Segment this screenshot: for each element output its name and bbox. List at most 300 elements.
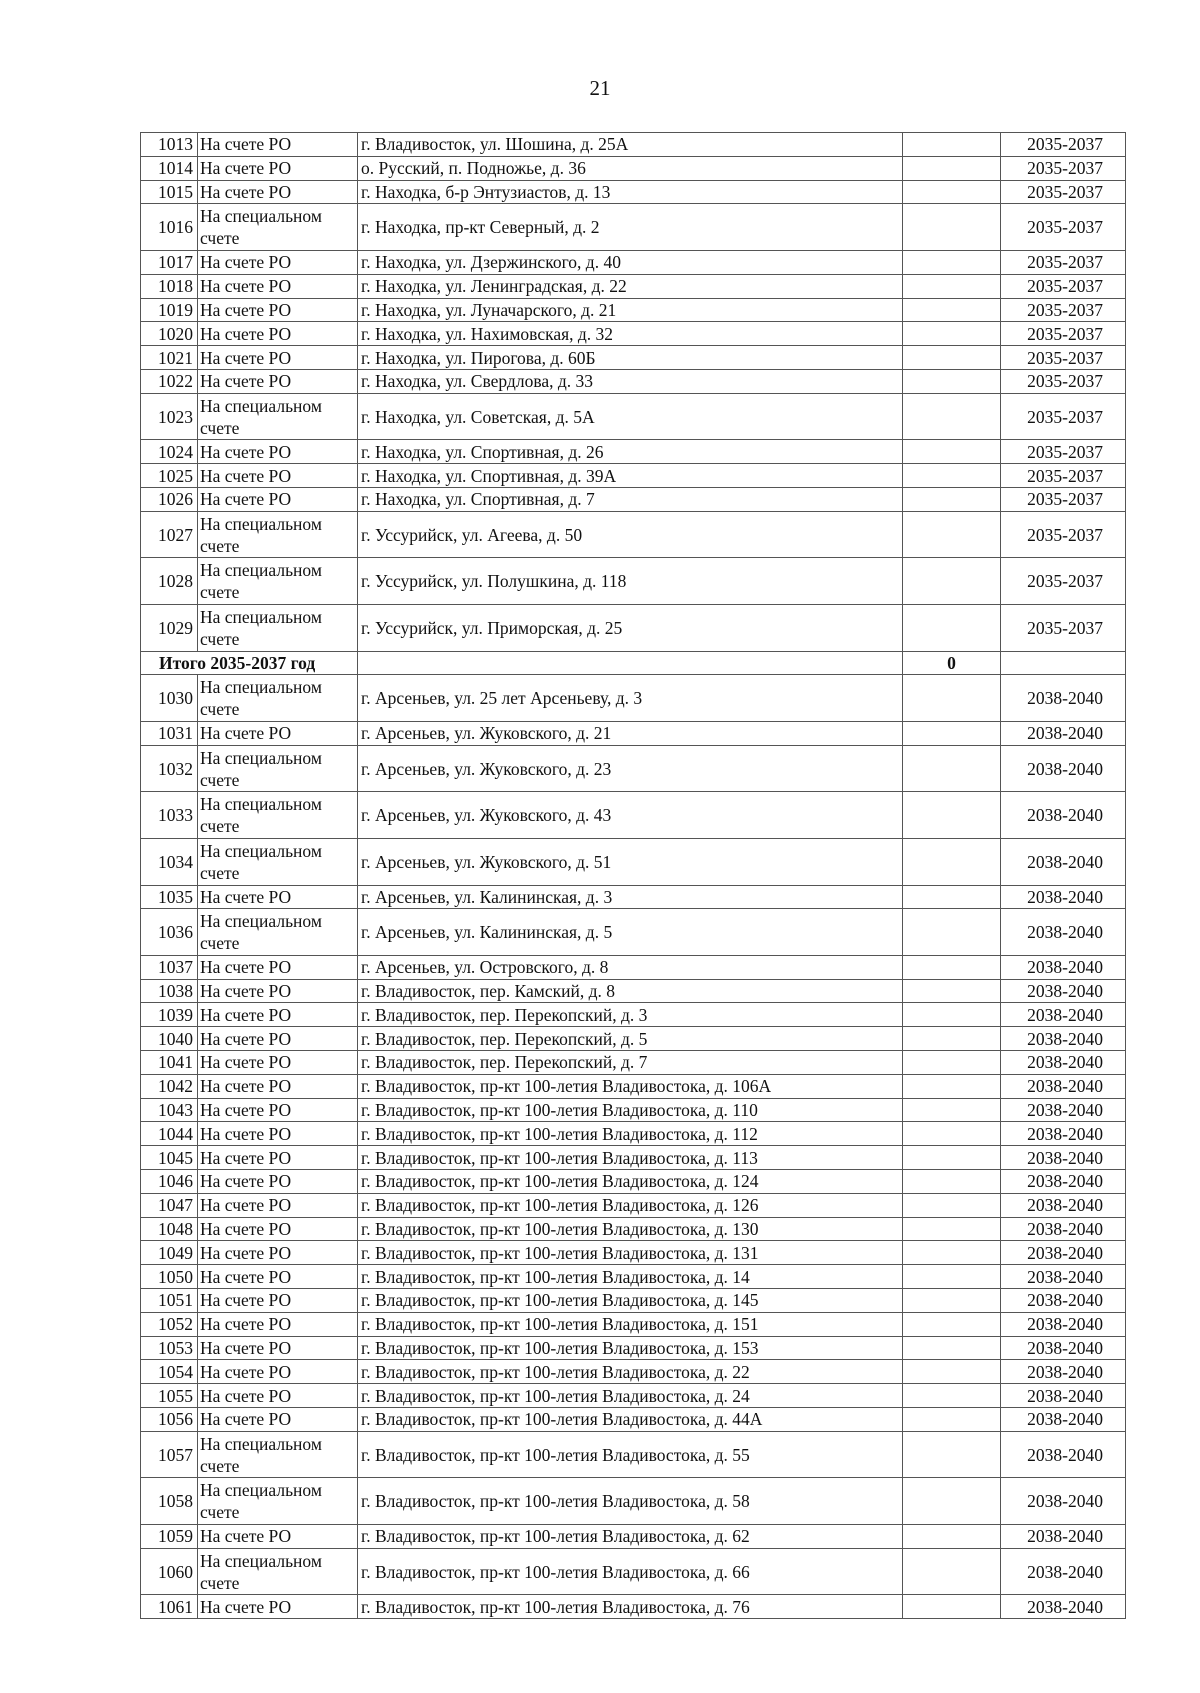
address: г. Находка, ул. Спортивная, д. 39А [358, 464, 903, 488]
row-number: 1027 [141, 511, 198, 558]
empty-cell [903, 1170, 1001, 1194]
years-period: 2038-2040 [1001, 1595, 1126, 1619]
table-row [141, 1241, 1126, 1265]
account-type: На счете РО [198, 1360, 358, 1384]
account-type: На счете РО [198, 1146, 358, 1170]
row-number: 1032 [141, 745, 198, 792]
account-type: На специальном счете [198, 393, 358, 440]
row-number: 1035 [141, 885, 198, 909]
table-row [141, 1478, 1126, 1525]
account-type: На счете РО [198, 979, 358, 1003]
table-body [141, 133, 1126, 1619]
address: г. Владивосток, пр-кт 100-летия Владивостока, д. 153 [358, 1336, 903, 1360]
years-period: 2038-2040 [1001, 1478, 1126, 1525]
table-row [141, 1146, 1126, 1170]
empty-cell [903, 1217, 1001, 1241]
account-type: На счете РО [198, 1312, 358, 1336]
account-type: На специальном счете [198, 558, 358, 605]
table-row [141, 1003, 1126, 1027]
empty-cell [903, 1360, 1001, 1384]
account-type: На счете РО [198, 464, 358, 488]
account-type: На счете РО [198, 721, 358, 745]
row-number: 1049 [141, 1241, 198, 1265]
years-period: 2035-2037 [1001, 440, 1126, 464]
address: г. Находка, ул. Спортивная, д. 7 [358, 487, 903, 511]
empty-cell [903, 1193, 1001, 1217]
account-type: На счете РО [198, 487, 358, 511]
row-number: 1044 [141, 1122, 198, 1146]
table-row [141, 745, 1126, 792]
table-row [141, 156, 1126, 180]
empty-cell [903, 979, 1001, 1003]
years-period: 2035-2037 [1001, 464, 1126, 488]
empty-cell [903, 156, 1001, 180]
table-row [141, 1217, 1126, 1241]
empty-cell [903, 369, 1001, 393]
empty-cell [903, 604, 1001, 651]
table-row [141, 1193, 1126, 1217]
table-row [141, 558, 1126, 605]
address: г. Владивосток, пр-кт 100-летия Владивостока, д. 62 [358, 1525, 903, 1549]
table-row [141, 1408, 1126, 1432]
empty-cell [903, 1003, 1001, 1027]
account-type: На счете РО [198, 156, 358, 180]
empty-cell [903, 1336, 1001, 1360]
years-period: 2038-2040 [1001, 1336, 1126, 1360]
table-row [141, 322, 1126, 346]
address: г. Владивосток, пр-кт 100-летия Владивостока, д. 145 [358, 1289, 903, 1313]
account-type: На специальном счете [198, 604, 358, 651]
table-row [141, 1098, 1126, 1122]
address: г. Арсеньев, ул. Калининская, д. 5 [358, 909, 903, 956]
account-type: На счете РО [198, 1408, 358, 1432]
address: г. Владивосток, пр-кт 100-летия Владивостока, д. 113 [358, 1146, 903, 1170]
table-row [141, 1548, 1126, 1595]
row-number: 1017 [141, 250, 198, 274]
years-period: 2038-2040 [1001, 1122, 1126, 1146]
empty-cell [903, 1525, 1001, 1549]
table-row [141, 979, 1126, 1003]
years-period: 2038-2040 [1001, 1384, 1126, 1408]
address: г. Уссурийск, ул. Полушкина, д. 118 [358, 558, 903, 605]
account-type: На счете РО [198, 369, 358, 393]
account-type: На счете РО [198, 1217, 358, 1241]
years-period: 2038-2040 [1001, 885, 1126, 909]
table-row [141, 1289, 1126, 1313]
empty-cell [903, 558, 1001, 605]
table-row [141, 675, 1126, 722]
account-type: На счете РО [198, 1027, 358, 1051]
empty-cell [903, 298, 1001, 322]
empty-cell [903, 1595, 1001, 1619]
address: г. Находка, ул. Дзержинского, д. 40 [358, 250, 903, 274]
years-period: 2035-2037 [1001, 298, 1126, 322]
table-row [141, 1170, 1126, 1194]
row-number: 1026 [141, 487, 198, 511]
row-number: 1031 [141, 721, 198, 745]
row-number: 1050 [141, 1265, 198, 1289]
address: г. Арсеньев, ул. Жуковского, д. 51 [358, 838, 903, 885]
years-period: 2035-2037 [1001, 250, 1126, 274]
housing-table-container [140, 132, 1125, 1619]
address: г. Владивосток, пр-кт 100-летия Владивостока, д. 151 [358, 1312, 903, 1336]
years-period: 2038-2040 [1001, 1548, 1126, 1595]
subtotal-row [141, 651, 1126, 675]
empty-cell [903, 274, 1001, 298]
table-row [141, 464, 1126, 488]
years-period: 2038-2040 [1001, 838, 1126, 885]
address: г. Владивосток, пр-кт 100-летия Владивостока, д. 44А [358, 1408, 903, 1432]
table-row [141, 369, 1126, 393]
years-period: 2038-2040 [1001, 1027, 1126, 1051]
years-period: 2038-2040 [1001, 1051, 1126, 1075]
account-type: На счете РО [198, 1595, 358, 1619]
address: о. Русский, п. Подножье, д. 36 [358, 156, 903, 180]
address: г. Владивосток, пр-кт 100-летия Владивостока, д. 131 [358, 1241, 903, 1265]
table-row [141, 1431, 1126, 1478]
account-type: На специальном счете [198, 1548, 358, 1595]
years-period: 2035-2037 [1001, 346, 1126, 370]
address: г. Владивосток, пр-кт 100-летия Владивостока, д. 66 [358, 1548, 903, 1595]
row-number: 1018 [141, 274, 198, 298]
address: г. Владивосток, пр-кт 100-летия Владивостока, д. 58 [358, 1478, 903, 1525]
table-row [141, 204, 1126, 251]
table-row [141, 909, 1126, 956]
years-period: 2035-2037 [1001, 204, 1126, 251]
empty-cell [903, 204, 1001, 251]
years-period: 2035-2037 [1001, 487, 1126, 511]
address: г. Владивосток, пр-кт 100-летия Владивостока, д. 24 [358, 1384, 903, 1408]
empty-cell [903, 909, 1001, 956]
row-number: 1024 [141, 440, 198, 464]
row-number: 1015 [141, 180, 198, 204]
address: г. Уссурийск, ул. Агеева, д. 50 [358, 511, 903, 558]
empty-cell [903, 133, 1001, 157]
subtotal-empty-cell [1001, 651, 1126, 675]
row-number: 1057 [141, 1431, 198, 1478]
empty-cell [903, 250, 1001, 274]
table-row [141, 298, 1126, 322]
empty-cell [903, 346, 1001, 370]
row-number: 1058 [141, 1478, 198, 1525]
address: г. Находка, ул. Спортивная, д. 26 [358, 440, 903, 464]
account-type: На специальном счете [198, 792, 358, 839]
row-number: 1039 [141, 1003, 198, 1027]
account-type: На специальном счете [198, 1431, 358, 1478]
empty-cell [903, 464, 1001, 488]
years-period: 2035-2037 [1001, 393, 1126, 440]
table-row [141, 133, 1126, 157]
account-type: На счете РО [198, 322, 358, 346]
row-number: 1037 [141, 955, 198, 979]
address: г. Владивосток, пр-кт 100-летия Владивостока, д. 55 [358, 1431, 903, 1478]
account-type: На счете РО [198, 1193, 358, 1217]
empty-cell [903, 745, 1001, 792]
address: г. Находка, ул. Луначарского, д. 21 [358, 298, 903, 322]
table-row [141, 1122, 1126, 1146]
empty-cell [903, 1384, 1001, 1408]
row-number: 1048 [141, 1217, 198, 1241]
subtotal-empty-cell [358, 651, 903, 675]
address: г. Арсеньев, ул. Островского, д. 8 [358, 955, 903, 979]
years-period: 2038-2040 [1001, 1193, 1126, 1217]
account-type: На счете РО [198, 1384, 358, 1408]
address: г. Находка, ул. Свердлова, д. 33 [358, 369, 903, 393]
address: г. Владивосток, пр-кт 100-летия Владивостока, д. 110 [358, 1098, 903, 1122]
table-row [141, 1265, 1126, 1289]
housing-table [140, 132, 1126, 1619]
years-period: 2038-2040 [1001, 1360, 1126, 1384]
row-number: 1023 [141, 393, 198, 440]
address: г. Уссурийск, ул. Приморская, д. 25 [358, 604, 903, 651]
table-row [141, 721, 1126, 745]
years-period: 2038-2040 [1001, 745, 1126, 792]
empty-cell [903, 440, 1001, 464]
table-row [141, 250, 1126, 274]
page-number: 21 [589, 76, 611, 100]
address: г. Находка, ул. Ленинградская, д. 22 [358, 274, 903, 298]
years-period: 2038-2040 [1001, 1408, 1126, 1432]
account-type: На счете РО [198, 1289, 358, 1313]
years-period: 2035-2037 [1001, 180, 1126, 204]
account-type: На счете РО [198, 1265, 358, 1289]
table-row [141, 1027, 1126, 1051]
years-period: 2038-2040 [1001, 909, 1126, 956]
row-number: 1022 [141, 369, 198, 393]
account-type: На счете РО [198, 346, 358, 370]
empty-cell [903, 721, 1001, 745]
row-number: 1051 [141, 1289, 198, 1313]
years-period: 2035-2037 [1001, 274, 1126, 298]
address: г. Арсеньев, ул. 25 лет Арсеньеву, д. 3 [358, 675, 903, 722]
account-type: На счете РО [198, 133, 358, 157]
table-row [141, 487, 1126, 511]
address: г. Владивосток, пр-кт 100-летия Владивостока, д. 124 [358, 1170, 903, 1194]
row-number: 1013 [141, 133, 198, 157]
address: г. Владивосток, ул. Шошина, д. 25А [358, 133, 903, 157]
table-row [141, 346, 1126, 370]
years-period: 2038-2040 [1001, 1525, 1126, 1549]
years-period: 2038-2040 [1001, 979, 1126, 1003]
table-row [141, 955, 1126, 979]
row-number: 1061 [141, 1595, 198, 1619]
empty-cell [903, 1122, 1001, 1146]
row-number: 1029 [141, 604, 198, 651]
account-type: На специальном счете [198, 511, 358, 558]
empty-cell [903, 1146, 1001, 1170]
empty-cell [903, 1478, 1001, 1525]
row-number: 1056 [141, 1408, 198, 1432]
years-period: 2038-2040 [1001, 1146, 1126, 1170]
address: г. Владивосток, пр-кт 100-летия Владивостока, д. 76 [358, 1595, 903, 1619]
account-type: На специальном счете [198, 909, 358, 956]
account-type: На счете РО [198, 440, 358, 464]
address: г. Находка, ул. Нахимовская, д. 32 [358, 322, 903, 346]
account-type: На счете РО [198, 1525, 358, 1549]
empty-cell [903, 1074, 1001, 1098]
account-type: На специальном счете [198, 204, 358, 251]
table-row [141, 1312, 1126, 1336]
account-type: На счете РО [198, 1051, 358, 1075]
table-row [141, 1074, 1126, 1098]
years-period: 2038-2040 [1001, 1074, 1126, 1098]
row-number: 1045 [141, 1146, 198, 1170]
account-type: На счете РО [198, 1336, 358, 1360]
account-type: На счете РО [198, 180, 358, 204]
empty-cell [903, 487, 1001, 511]
row-number: 1060 [141, 1548, 198, 1595]
table-row [141, 180, 1126, 204]
row-number: 1020 [141, 322, 198, 346]
table-row [141, 1595, 1126, 1619]
address: г. Находка, ул. Советская, д. 5А [358, 393, 903, 440]
empty-cell [903, 1431, 1001, 1478]
account-type: На специальном счете [198, 1478, 358, 1525]
row-number: 1021 [141, 346, 198, 370]
empty-cell [903, 322, 1001, 346]
row-number: 1043 [141, 1098, 198, 1122]
empty-cell [903, 955, 1001, 979]
row-number: 1019 [141, 298, 198, 322]
table-row [141, 1384, 1126, 1408]
row-number: 1030 [141, 675, 198, 722]
empty-cell [903, 792, 1001, 839]
row-number: 1016 [141, 204, 198, 251]
address: г. Арсеньев, ул. Калининская, д. 3 [358, 885, 903, 909]
account-type: На специальном счете [198, 838, 358, 885]
years-period: 2038-2040 [1001, 1431, 1126, 1478]
years-period: 2038-2040 [1001, 721, 1126, 745]
years-period: 2038-2040 [1001, 1241, 1126, 1265]
empty-cell [903, 393, 1001, 440]
address: г. Владивосток, пер. Перекопский, д. 7 [358, 1051, 903, 1075]
address: г. Владивосток, пр-кт 100-летия Владивостока, д. 126 [358, 1193, 903, 1217]
years-period: 2038-2040 [1001, 675, 1126, 722]
account-type: На счете РО [198, 1074, 358, 1098]
address: г. Владивосток, пер. Перекопский, д. 3 [358, 1003, 903, 1027]
row-number: 1053 [141, 1336, 198, 1360]
empty-cell [903, 1027, 1001, 1051]
account-type: На счете РО [198, 1098, 358, 1122]
years-period: 2038-2040 [1001, 1217, 1126, 1241]
years-period: 2035-2037 [1001, 558, 1126, 605]
address: г. Арсеньев, ул. Жуковского, д. 23 [358, 745, 903, 792]
years-period: 2038-2040 [1001, 1289, 1126, 1313]
empty-cell [903, 180, 1001, 204]
row-number: 1014 [141, 156, 198, 180]
account-type: На счете РО [198, 1170, 358, 1194]
table-row [141, 1360, 1126, 1384]
subtotal-label: Итого 2035-2037 год [141, 651, 358, 675]
row-number: 1042 [141, 1074, 198, 1098]
empty-cell [903, 1408, 1001, 1432]
account-type: На счете РО [198, 1241, 358, 1265]
empty-cell [903, 1265, 1001, 1289]
years-period: 2038-2040 [1001, 1312, 1126, 1336]
row-number: 1041 [141, 1051, 198, 1075]
row-number: 1046 [141, 1170, 198, 1194]
row-number: 1034 [141, 838, 198, 885]
empty-cell [903, 511, 1001, 558]
empty-cell [903, 1289, 1001, 1313]
address: г. Находка, ул. Пирогова, д. 60Б [358, 346, 903, 370]
row-number: 1038 [141, 979, 198, 1003]
empty-cell [903, 1548, 1001, 1595]
account-type: На счете РО [198, 885, 358, 909]
address: г. Владивосток, пер. Перекопский, д. 5 [358, 1027, 903, 1051]
address: г. Владивосток, пр-кт 100-летия Владивостока, д. 14 [358, 1265, 903, 1289]
empty-cell [903, 1241, 1001, 1265]
years-period: 2038-2040 [1001, 1265, 1126, 1289]
empty-cell [903, 885, 1001, 909]
empty-cell [903, 838, 1001, 885]
row-number: 1033 [141, 792, 198, 839]
years-period: 2038-2040 [1001, 1003, 1126, 1027]
table-row [141, 440, 1126, 464]
address: г. Находка, пр-кт Северный, д. 2 [358, 204, 903, 251]
subtotal-value: 0 [903, 651, 1001, 675]
account-type: На счете РО [198, 1122, 358, 1146]
years-period: 2038-2040 [1001, 955, 1126, 979]
empty-cell [903, 1312, 1001, 1336]
years-period: 2038-2040 [1001, 1170, 1126, 1194]
row-number: 1040 [141, 1027, 198, 1051]
years-period: 2035-2037 [1001, 511, 1126, 558]
row-number: 1025 [141, 464, 198, 488]
account-type: На специальном счете [198, 745, 358, 792]
years-period: 2035-2037 [1001, 133, 1126, 157]
table-row [141, 1336, 1126, 1360]
row-number: 1052 [141, 1312, 198, 1336]
account-type: На специальном счете [198, 675, 358, 722]
years-period: 2035-2037 [1001, 156, 1126, 180]
years-period: 2038-2040 [1001, 1098, 1126, 1122]
table-row [141, 604, 1126, 651]
years-period: 2038-2040 [1001, 792, 1126, 839]
row-number: 1054 [141, 1360, 198, 1384]
address: г. Владивосток, пер. Камский, д. 8 [358, 979, 903, 1003]
row-number: 1047 [141, 1193, 198, 1217]
address: г. Владивосток, пр-кт 100-летия Владивостока, д. 112 [358, 1122, 903, 1146]
empty-cell [903, 675, 1001, 722]
account-type: На счете РО [198, 274, 358, 298]
address: г. Владивосток, пр-кт 100-летия Владивостока, д. 130 [358, 1217, 903, 1241]
table-row [141, 838, 1126, 885]
table-row [141, 1051, 1126, 1075]
years-period: 2035-2037 [1001, 369, 1126, 393]
table-row [141, 885, 1126, 909]
row-number: 1028 [141, 558, 198, 605]
empty-cell [903, 1098, 1001, 1122]
empty-cell [903, 1051, 1001, 1075]
account-type: На счете РО [198, 1003, 358, 1027]
address: г. Арсеньев, ул. Жуковского, д. 21 [358, 721, 903, 745]
row-number: 1055 [141, 1384, 198, 1408]
address: г. Владивосток, пр-кт 100-летия Владивостока, д. 106А [358, 1074, 903, 1098]
account-type: На счете РО [198, 250, 358, 274]
account-type: На счете РО [198, 955, 358, 979]
address: г. Арсеньев, ул. Жуковского, д. 43 [358, 792, 903, 839]
address: г. Владивосток, пр-кт 100-летия Владивостока, д. 22 [358, 1360, 903, 1384]
row-number: 1059 [141, 1525, 198, 1549]
row-number: 1036 [141, 909, 198, 956]
table-row [141, 1525, 1126, 1549]
address: г. Находка, б-р Энтузиастов, д. 13 [358, 180, 903, 204]
years-period: 2035-2037 [1001, 322, 1126, 346]
table-row [141, 393, 1126, 440]
table-row [141, 792, 1126, 839]
account-type: На счете РО [198, 298, 358, 322]
